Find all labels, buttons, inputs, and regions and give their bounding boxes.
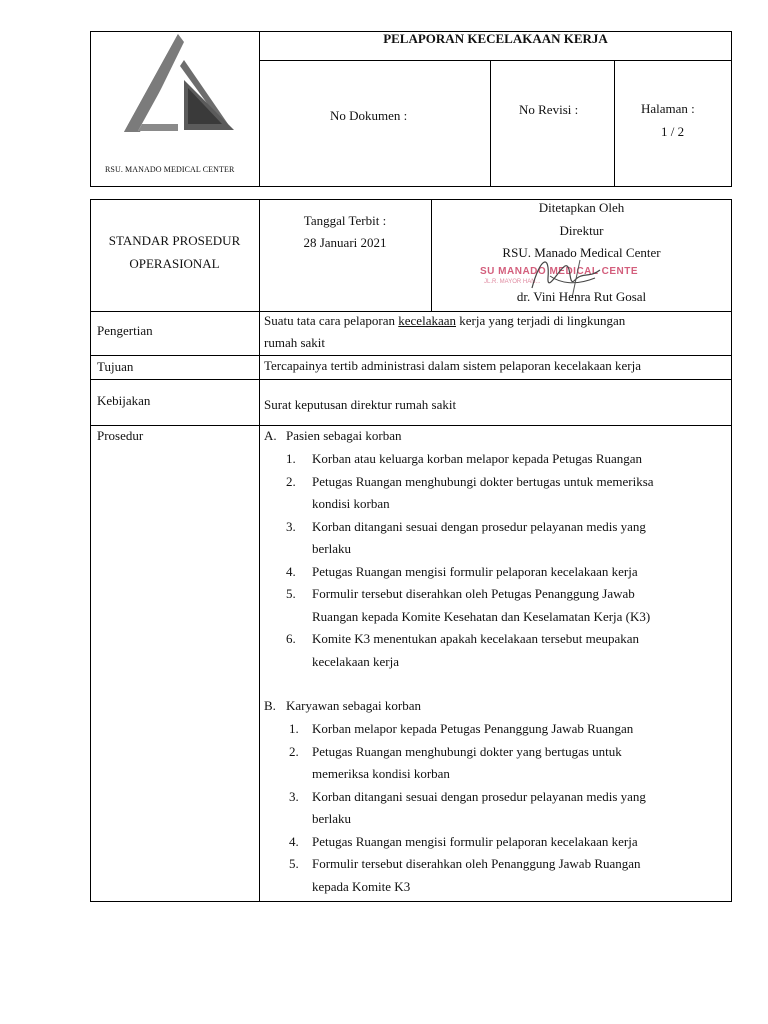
tanggal-label: Tanggal Terbit :	[303, 213, 387, 228]
ditetapkan-label: Ditetapkan Oleh	[538, 200, 625, 215]
section-a-title: Pasien sebagai korban	[286, 428, 402, 443]
no-revisi-label: No Revisi :	[519, 102, 579, 117]
header-divider	[614, 60, 615, 187]
sop-column-divider	[259, 199, 260, 902]
list-item-text: Korban ditangani sesuai dengan prosedur pelayanan medis yang	[312, 518, 646, 534]
list-item-text: Korban melapor kepada Petugas Penanggung Jawab Ruangan	[312, 721, 634, 736]
list-item-text: Korban ditangani sesuai dengan prosedur pelayanan medis yang	[312, 788, 646, 804]
list-item-number: 4.	[289, 833, 299, 849]
no-dokumen-label: No Dokumen :	[330, 108, 408, 123]
org-name: RSU. MANADO MEDICAL CENTER	[105, 165, 235, 174]
list-item-number: 4.	[286, 563, 296, 579]
prosedur-label: Prosedur	[97, 428, 144, 443]
sop-row-divider	[90, 311, 732, 312]
pengertian-text-underlined: kecelakaan	[398, 313, 456, 328]
list-item-number: 2.	[286, 473, 296, 489]
list-item-text-continued: Ruangan kepada Komite Kesehatan dan Keselamatan Kerja (K3)	[312, 608, 651, 624]
list-item-number: 3.	[286, 518, 296, 534]
list-item-text: Korban atau keluarga korban melapor kepada Petugas Ruangan	[312, 451, 643, 466]
header-divider	[259, 31, 260, 187]
list-item-text: Petugas Ruangan menghubungi dokter bertugas untuk memeriksa	[312, 473, 654, 489]
kebijakan-label: Kebijakan	[97, 393, 151, 408]
sop-title-line1: STANDAR PROSEDUR	[108, 233, 241, 248]
stamp-subtext: JL.R. MAYOR HAN...	[484, 279, 541, 285]
list-item-text-continued: memeriksa kondisi korban	[312, 766, 450, 781]
direktur-label: Direktur	[559, 223, 604, 238]
list-item-text: Komite K3 menentukan apakah kecelakaan tersebut meupakan	[312, 631, 640, 646]
list-item-text-continued: berlaku	[312, 541, 351, 556]
kebijakan-text: Surat keputusan direktur rumah sakit	[264, 397, 457, 412]
header-divider	[490, 60, 491, 187]
hospital-logo	[118, 32, 238, 134]
section-a-marker: A.	[264, 428, 277, 443]
list-item-number: 5.	[286, 586, 296, 601]
list-item-number: 6.	[286, 631, 296, 646]
tanggal-value: 28 Januari 2021	[303, 235, 387, 250]
section-b-marker: B.	[264, 698, 276, 713]
list-item-number: 3.	[289, 788, 299, 804]
list-item-text-continued: kepada Komite K3	[312, 878, 411, 894]
list-item-text-continued: kondisi korban	[312, 496, 390, 511]
document-title: PELAPORAN KECELAKAAN KERJA	[383, 31, 608, 46]
sop-row-divider	[90, 425, 732, 426]
list-item-text-continued: berlaku	[312, 811, 351, 826]
pengertian-label: Pengertian	[97, 323, 153, 338]
pengertian-text-part: Suatu tata cara pelaporan	[264, 313, 399, 328]
pengertian-text-line2: rumah sakit	[264, 335, 326, 350]
tujuan-text: Tercapainya tertib administrasi dalam sistem pelaporan kecelakaan kerja	[264, 358, 642, 373]
halaman-value: 1 / 2	[661, 124, 685, 139]
pengertian-text-part: kerja yang terjadi di lingkungan	[456, 313, 626, 328]
list-item-number: 1.	[289, 721, 299, 736]
sop-row-divider	[90, 379, 732, 380]
list-item-number: 2.	[289, 743, 299, 759]
list-item-number: 5.	[289, 856, 299, 871]
list-item-text: Petugas Ruangan mengisi formulir pelaporan kecelakaan kerja	[312, 563, 638, 579]
list-item-text-continued: kecelakaan kerja	[312, 653, 399, 669]
list-item-text: Petugas Ruangan menghubungi dokter yang bertugas untuk	[312, 743, 622, 759]
stamp-text: SU MANADO MEDICAL CENTE	[480, 266, 638, 277]
list-item-text: Petugas Ruangan mengisi formulir pelaporan kecelakaan kerja	[312, 833, 638, 849]
list-item-text: Formulir tersebut diserahkan oleh Penanggung Jawab Ruangan	[312, 856, 641, 871]
tujuan-label: Tujuan	[97, 359, 134, 374]
list-item-number: 1.	[286, 451, 296, 466]
section-b-title: Karyawan sebagai korban	[286, 698, 421, 713]
sop-title-line2: OPERASIONAL	[129, 256, 220, 271]
halaman-label: Halaman :	[641, 101, 695, 116]
signer-name: dr. Vini Henra Rut Gosal	[516, 289, 647, 304]
pengertian-text-line1	[264, 313, 625, 329]
list-item-text: Formulir tersebut diserahkan oleh Petugas Penanggung Jawab	[312, 586, 635, 601]
rsu-name: RSU. Manado Medical Center	[502, 245, 661, 260]
sop-row-divider	[90, 355, 732, 356]
header-divider	[259, 60, 732, 61]
